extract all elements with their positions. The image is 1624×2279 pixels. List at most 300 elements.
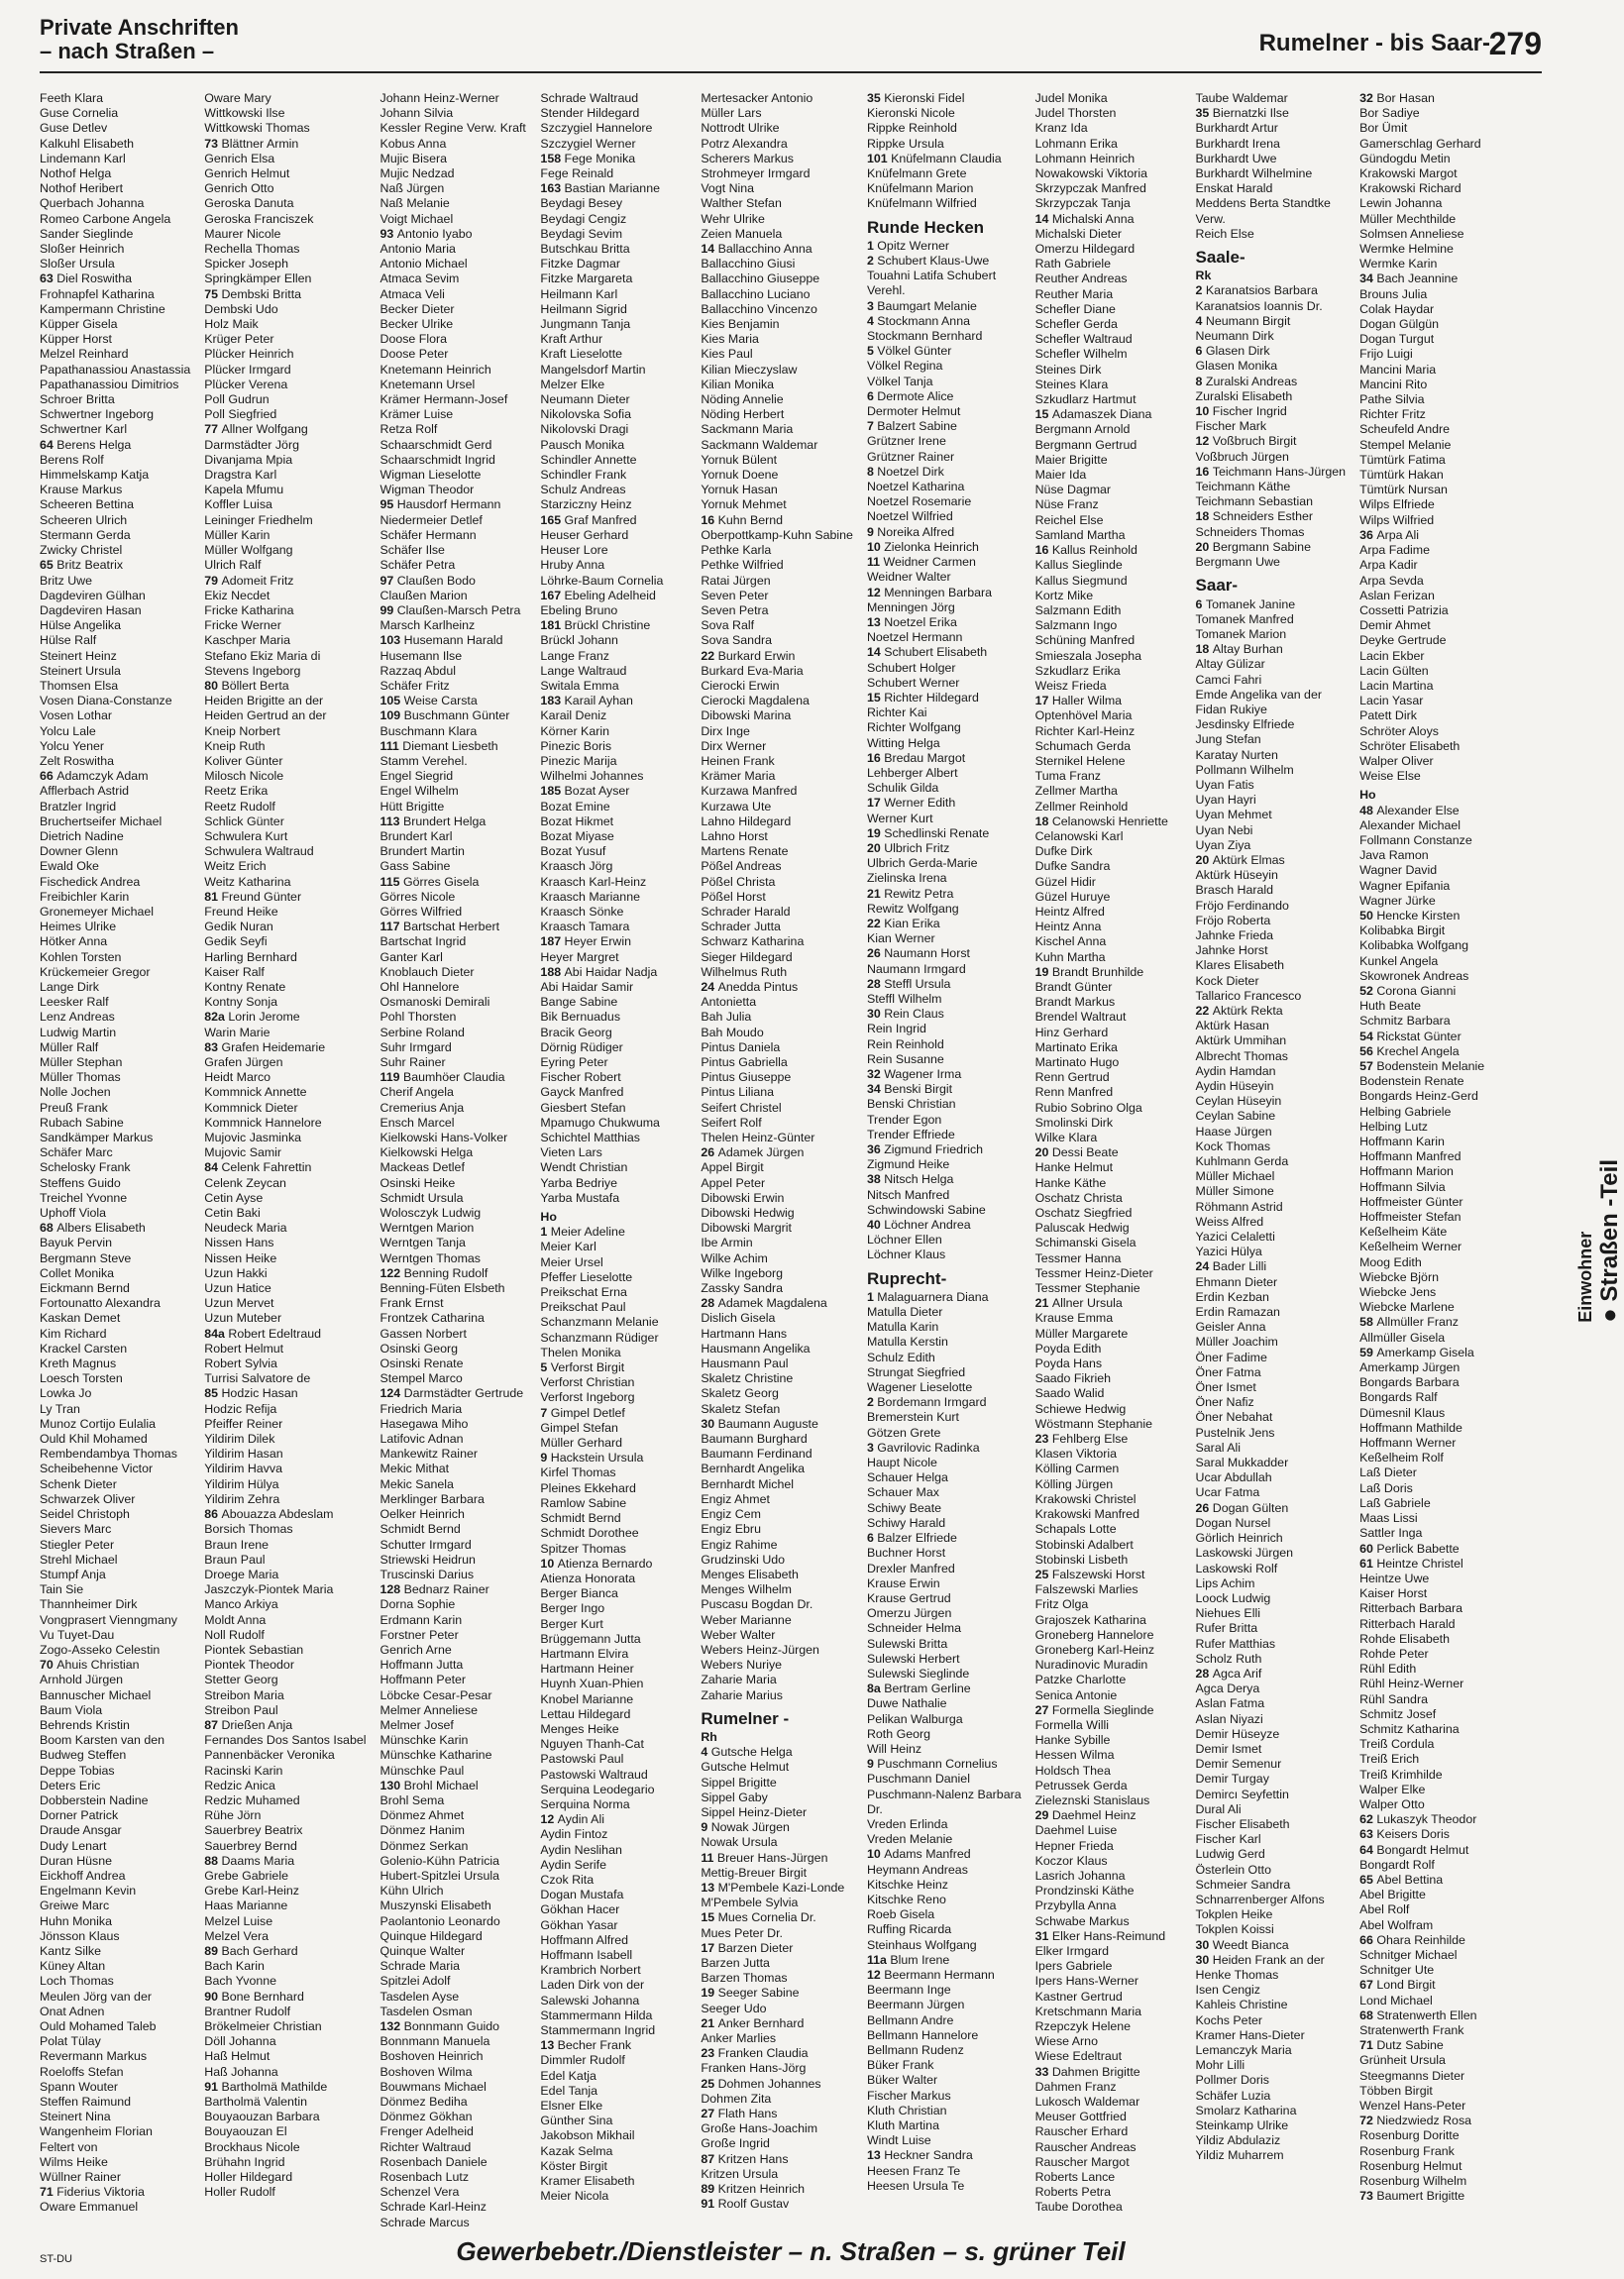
- resident-name: Engel Wilhelm: [379, 784, 459, 799]
- resident-entry: [540, 1662, 687, 1677]
- resident-name: Reetz Rudolf: [204, 799, 275, 814]
- resident-entry: [380, 934, 527, 949]
- resident-name: Dahmen Brigitte: [1051, 2064, 1140, 2079]
- resident-entry: [1035, 1311, 1182, 1326]
- resident-entry: [380, 1296, 527, 1311]
- resident-name: Hubert-Spitzlei Ursula: [379, 1868, 500, 1883]
- resident-entry: [867, 796, 1022, 811]
- house-number: 30: [866, 1007, 885, 1022]
- resident-name: Uzun Hatice: [204, 1281, 271, 1296]
- resident-entry: [1359, 121, 1506, 136]
- resident-name: Nüse Franz: [1034, 497, 1099, 512]
- resident-entry: [1035, 1040, 1182, 1055]
- resident-entry: [1035, 2065, 1182, 2080]
- resident-entry: [1035, 754, 1182, 769]
- resident-entry: [380, 1176, 527, 1191]
- resident-entry: [867, 1218, 1022, 1233]
- resident-name: Butschkau Britta: [540, 242, 630, 257]
- resident-entry: [380, 1793, 527, 1808]
- resident-entry: [540, 2159, 687, 2174]
- street-heading: Runde Hecken: [866, 217, 985, 237]
- resident-name: Wiebcke Jens: [1359, 1285, 1437, 1300]
- resident-entry: [380, 378, 527, 392]
- resident-entry: [380, 1432, 527, 1447]
- resident-entry: [204, 618, 366, 633]
- resident-name: Burkhardt Uwe: [1195, 151, 1277, 165]
- resident-entry: [40, 1613, 190, 1628]
- resident-entry: [867, 1456, 1022, 1470]
- resident-name: Anker Marlies: [701, 2031, 777, 2045]
- resident-entry: [1035, 1206, 1182, 1221]
- resident-name: Sievers Marc: [40, 1522, 112, 1537]
- directory-column: [867, 91, 1022, 2231]
- resident-entry: [40, 2170, 190, 2185]
- resident-entry: [40, 1899, 190, 1913]
- resident-entry: [204, 302, 366, 317]
- resident-entry: [1035, 708, 1182, 723]
- resident-name: Deyke Gertrude: [1359, 633, 1447, 648]
- resident-name: Brandt Günter: [1034, 979, 1113, 994]
- resident-name: Schneiders Thomas: [1195, 524, 1305, 539]
- resident-entry: [40, 212, 190, 227]
- resident-name: Bertram Gerline: [884, 1682, 971, 1696]
- header-left: [40, 16, 239, 63]
- resident-entry: [1359, 106, 1506, 121]
- resident-entry: [204, 106, 366, 121]
- resident-name: Serquina Leodegario: [540, 1782, 655, 1796]
- resident-entry: [40, 1990, 190, 2005]
- house-number: 29: [1034, 1808, 1052, 1823]
- resident-name: Moldt Anna: [204, 1612, 267, 1627]
- resident-name: Kretschmann Maria: [1034, 2004, 1142, 2018]
- resident-name: Mekic Mithat: [379, 1462, 450, 1476]
- resident-name: Fröjo Ferdinando: [1195, 898, 1289, 913]
- house-number: 64: [1359, 1842, 1377, 1857]
- resident-name: Noreika Alfred: [877, 524, 955, 539]
- resident-entry: [40, 257, 190, 271]
- resident-entry: [1196, 1953, 1347, 1968]
- resident-entry: [40, 1085, 190, 1100]
- resident-name: Falszewski Horst: [1051, 1567, 1145, 1581]
- resident-name: Freund Günter: [221, 889, 302, 904]
- house-number: 58: [1359, 1315, 1377, 1330]
- resident-entry: [867, 480, 1022, 494]
- resident-name: Ritterbach Barbara: [1359, 1601, 1463, 1616]
- resident-name: Kurzawa Ute: [701, 799, 772, 814]
- resident-entry: [1035, 1733, 1182, 1748]
- resident-name: Zielonka Heinrich: [884, 539, 979, 554]
- resident-name: Hodzic Hasan: [221, 1386, 298, 1401]
- resident-name: Seifert Rolf: [701, 1115, 762, 1130]
- resident-name: Ceylan Hüseyin: [1195, 1094, 1282, 1109]
- resident-name: Darmstädter Gertrude: [403, 1386, 524, 1401]
- resident-entry: [1196, 1154, 1347, 1169]
- house-number: 117: [379, 920, 403, 934]
- resident-entry: [701, 890, 853, 905]
- resident-entry: [380, 859, 527, 874]
- resident-entry: [204, 664, 366, 679]
- resident-entry: [540, 1055, 687, 1070]
- resident-name: Schmidt Ursula: [379, 1190, 464, 1205]
- resident-name: Schröter Aloys: [1359, 723, 1439, 738]
- resident-name: Baumann Burghard: [701, 1432, 808, 1447]
- resident-name: Maas Lissi: [1359, 1511, 1418, 1526]
- resident-name: Webers Nuriye: [701, 1658, 783, 1673]
- resident-entry: [1035, 453, 1182, 468]
- resident-name: Ganter Karl: [379, 949, 443, 964]
- resident-entry: [867, 871, 1022, 886]
- resident-name: Omerzu Hildegard: [1034, 242, 1136, 257]
- resident-name: Petrussek Gerda: [1034, 1778, 1128, 1792]
- resident-entry: [1196, 1712, 1347, 1727]
- resident-name: Heuser Gerhard: [540, 527, 629, 542]
- resident-entry: [380, 166, 527, 181]
- resident-entry: [204, 1311, 366, 1326]
- resident-entry: [867, 494, 1022, 509]
- resident-name: Laß Gabriele: [1359, 1495, 1431, 1510]
- resident-name: Sandkämper Markus: [40, 1131, 154, 1145]
- resident-entry: [40, 1221, 190, 1236]
- resident-name: Onat Adnen: [40, 2004, 105, 2018]
- resident-name: Sulewski Britta: [866, 1636, 948, 1651]
- resident-name: Taube Dorothea: [1034, 2200, 1123, 2215]
- resident-name: Naumann Irmgard: [866, 961, 966, 976]
- resident-entry: [540, 890, 687, 905]
- resident-entry: [40, 1688, 190, 1703]
- resident-entry: [380, 2140, 527, 2155]
- resident-name: Schindler Frank: [540, 468, 627, 483]
- resident-entry: [540, 196, 687, 211]
- resident-name: Antonio Michael: [379, 257, 468, 271]
- house-number: 10: [540, 1556, 558, 1571]
- resident-name: Hessen Wilma: [1034, 1748, 1115, 1763]
- resident-name: Schanzmann Rüdiger: [540, 1330, 659, 1345]
- resident-entry: [701, 317, 853, 332]
- resident-name: Ekiz Necdet: [204, 588, 271, 602]
- house-number: 32: [866, 1067, 885, 1081]
- resident-name: Kirfel Thomas: [540, 1465, 616, 1480]
- resident-entry: [867, 1998, 1022, 2012]
- resident-entry: [1035, 1673, 1182, 1687]
- resident-name: Bruchertseifer Michael: [40, 814, 162, 828]
- resident-name: Schwindowski Sabine: [866, 1202, 986, 1217]
- resident-name: Menges Heike: [540, 1721, 619, 1736]
- resident-entry: [867, 91, 1022, 106]
- resident-entry: [40, 603, 190, 618]
- resident-entry: [1196, 1938, 1347, 1953]
- resident-name: Henke Thomas: [1195, 1967, 1279, 1982]
- resident-entry: [540, 1526, 687, 1541]
- resident-entry: [1359, 1948, 1506, 1963]
- resident-name: Stender Hildegard: [540, 106, 640, 121]
- resident-name: Kluth Christian: [866, 2103, 947, 2117]
- resident-entry: [540, 121, 687, 136]
- resident-name: Wangenheim Florian: [40, 2124, 153, 2139]
- resident-name: Dönmez Hanim: [379, 1823, 465, 1838]
- resident-name: Aydin Neslihan: [540, 1842, 622, 1857]
- resident-entry: [1359, 1240, 1506, 1254]
- resident-name: Nowak Ursula: [701, 1835, 778, 1850]
- resident-entry: [1035, 890, 1182, 905]
- resident-name: Münschke Katharine: [379, 1748, 492, 1763]
- resident-name: Colak Haydar: [1359, 301, 1435, 316]
- resident-name: Freibichler Karin: [40, 889, 130, 904]
- resident-name: Agca Arif: [1212, 1666, 1262, 1681]
- resident-entry: [380, 212, 527, 227]
- resident-entry: [204, 1522, 366, 1537]
- resident-entry: [540, 1617, 687, 1632]
- resident-name: Roeb Gisela: [866, 1907, 935, 1922]
- resident-entry: [40, 1568, 190, 1582]
- resident-entry: [40, 1823, 190, 1838]
- resident-entry: [1196, 389, 1347, 404]
- resident-name: Lehberger Albert: [866, 765, 958, 780]
- house-number: 65: [40, 558, 57, 573]
- house-number: 3: [866, 298, 878, 313]
- resident-entry: [40, 1296, 190, 1311]
- resident-entry: [701, 1568, 853, 1582]
- resident-name: Steinhaus Wolfgang: [866, 1937, 977, 1952]
- resident-entry: [540, 483, 687, 497]
- resident-entry: [1359, 2099, 1506, 2114]
- resident-entry: [540, 800, 687, 814]
- resident-entry: [867, 283, 1022, 298]
- resident-entry: [540, 302, 687, 317]
- house-number: 185: [540, 784, 565, 799]
- resident-name: Rewitz Petra: [884, 886, 954, 901]
- resident-name: Ucar Fatma: [1195, 1485, 1260, 1500]
- resident-name: Ebeling Adelheid: [564, 588, 656, 602]
- resident-entry: [867, 344, 1022, 359]
- resident-entry: [1196, 1395, 1347, 1410]
- resident-entry: [540, 769, 687, 784]
- resident-name: Pintus Daniela: [701, 1039, 781, 1054]
- resident-entry: [1196, 450, 1347, 465]
- resident-name: Oware Mary: [204, 91, 271, 105]
- resident-name: Ulbrich Gerda-Marie: [866, 856, 978, 871]
- resident-entry: [1359, 513, 1506, 528]
- resident-name: Kreth Magnus: [40, 1357, 117, 1371]
- resident-entry: [701, 1447, 853, 1462]
- resident-entry: [1359, 2114, 1506, 2128]
- resident-entry: [1359, 633, 1506, 648]
- resident-entry: [701, 1688, 853, 1703]
- resident-name: Appel Birgit: [701, 1160, 764, 1175]
- resident-entry: [1196, 1757, 1347, 1772]
- resident-name: Allmüller Gisela: [1359, 1330, 1446, 1345]
- street-heading: Rumelner -: [701, 1708, 790, 1728]
- resident-name: Jahnke Horst: [1195, 943, 1268, 958]
- resident-name: Bergmann Steve: [40, 1250, 132, 1265]
- resident-entry: [1196, 1426, 1347, 1441]
- resident-entry: [867, 1696, 1022, 1711]
- resident-name: Strehl Michael: [40, 1552, 118, 1567]
- resident-name: Pößel Christa: [701, 874, 776, 889]
- resident-entry: [380, 1342, 527, 1357]
- resident-entry: [1196, 1727, 1347, 1742]
- resident-name: Götzen Grete: [866, 1425, 941, 1440]
- directory-column: [1359, 91, 1506, 2231]
- resident-entry: [540, 1176, 687, 1191]
- resident-name: Lowka Jo: [40, 1386, 92, 1401]
- resident-entry: [1196, 793, 1347, 808]
- resident-name: Ludwig Martin: [40, 1025, 117, 1039]
- resident-entry: [540, 1978, 687, 1993]
- resident-name: Krause Markus: [40, 483, 123, 497]
- resident-name: Lips Achim: [1195, 1575, 1255, 1590]
- resident-name: Pelikan Walburga: [866, 1711, 963, 1726]
- resident-entry: [380, 302, 527, 317]
- resident-name: Rosenburg Helmut: [1359, 2158, 1462, 2173]
- resident-name: Duran Hüsne: [40, 1853, 113, 1868]
- resident-entry: [1359, 754, 1506, 769]
- resident-entry: [1196, 1817, 1347, 1832]
- resident-entry: [1035, 2110, 1182, 2124]
- resident-name: Pausch Monika: [540, 437, 625, 452]
- resident-name: Mertesacker Antonio: [701, 91, 813, 105]
- resident-name: Sova Sandra: [701, 633, 772, 648]
- resident-entry: [1196, 1019, 1347, 1033]
- house-number: 16: [1195, 464, 1213, 479]
- resident-name: Reich Else: [1195, 226, 1254, 241]
- resident-entry: [1035, 407, 1182, 422]
- page-number: 279: [1488, 26, 1542, 61]
- resident-name: Gutsche Helmut: [701, 1760, 790, 1775]
- resident-entry: [701, 1327, 853, 1342]
- footer-code: ST-DU: [40, 2253, 72, 2265]
- resident-entry: [204, 513, 366, 528]
- resident-name: Bongards Barbara: [1359, 1375, 1460, 1390]
- resident-name: Dragstra Karl: [204, 468, 277, 483]
- resident-name: Sova Ralf: [701, 618, 755, 633]
- resident-entry: [867, 269, 1022, 283]
- resident-name: Seven Petra: [701, 602, 769, 617]
- resident-name: Tessmer Heinz-Dieter: [1034, 1265, 1153, 1280]
- resident-entry: [540, 1285, 687, 1300]
- resident-entry: [1196, 1922, 1347, 1937]
- resident-entry: [1196, 1109, 1347, 1124]
- resident-name: Fröjo Roberta: [1195, 913, 1271, 927]
- resident-name: Michalski Anna: [1051, 211, 1135, 226]
- house-number: 12: [866, 585, 885, 599]
- resident-name: Rühe Jörn: [204, 1808, 262, 1823]
- resident-name: Pastowski Waltraud: [540, 1767, 648, 1782]
- resident-name: Pintus Gabriella: [701, 1055, 788, 1069]
- resident-name: Fernandes Dos Santos Isabel: [204, 1733, 367, 1748]
- resident-entry: [380, 483, 527, 497]
- house-number: 54: [1359, 1029, 1377, 1043]
- house-number: 158: [540, 151, 565, 165]
- resident-name: Weitz Katharina: [204, 874, 291, 889]
- resident-entry: [40, 1281, 190, 1296]
- resident-name: Mekic Sanela: [379, 1476, 454, 1491]
- resident-entry: [1196, 1033, 1347, 1048]
- resident-name: Berger Bianca: [540, 1586, 618, 1601]
- house-number: 16: [701, 512, 718, 527]
- resident-name: Hepner Frieda: [1034, 1838, 1114, 1853]
- resident-entry: [701, 271, 853, 286]
- resident-name: Schnarrenberger Alfons: [1195, 1892, 1325, 1906]
- resident-entry: [380, 708, 527, 723]
- resident-entry: [1196, 1696, 1347, 1711]
- resident-name: Bellmann Andre: [866, 2012, 954, 2027]
- resident-entry: [701, 1926, 853, 1941]
- resident-name: Abel Brigitte: [1359, 1888, 1426, 1902]
- resident-entry: [1035, 875, 1182, 890]
- resident-entry: [40, 1206, 190, 1221]
- resident-name: Szkudlarz Erika: [1034, 663, 1121, 678]
- resident-name: Dirx Inge: [701, 723, 750, 738]
- resident-name: Aslan Ferizan: [1359, 588, 1435, 602]
- resident-name: Bongardt Rolf: [1359, 1857, 1435, 1872]
- resident-entry: [867, 630, 1022, 645]
- resident-name: Leininger Friedhelm: [204, 512, 313, 527]
- resident-entry: [540, 1101, 687, 1116]
- resident-name: Kallus Reinhold: [1051, 543, 1137, 558]
- resident-entry: [1035, 1357, 1182, 1371]
- resident-entry: [380, 905, 527, 920]
- resident-entry: [204, 724, 366, 739]
- resident-entry: [204, 1251, 366, 1266]
- resident-name: Schiwy Beate: [866, 1500, 942, 1515]
- resident-entry: [204, 694, 366, 708]
- resident-entry: [540, 1902, 687, 1917]
- resident-name: Stammermann Ingrid: [540, 2023, 656, 2037]
- resident-entry: [1035, 212, 1182, 227]
- resident-name: Kaiser Ralf: [204, 964, 265, 979]
- resident-name: Eickmann Bernd: [40, 1281, 130, 1296]
- resident-name: Knüfelmann Claudia: [891, 151, 1002, 165]
- resident-entry: [540, 1451, 687, 1465]
- resident-name: Zassky Sandra: [701, 1281, 783, 1296]
- house-number: 26: [1195, 1500, 1213, 1515]
- resident-entry: [1196, 494, 1347, 509]
- resident-entry: [540, 1511, 687, 1526]
- resident-entry: [701, 1206, 853, 1221]
- resident-name: Bik Bernuadus: [540, 1010, 621, 1025]
- resident-entry: [1359, 1707, 1506, 1722]
- resident-entry: [40, 950, 190, 965]
- resident-entry: [1035, 2170, 1182, 2185]
- resident-entry: [380, 1854, 527, 1869]
- house-number: 97: [379, 573, 397, 588]
- resident-name: Benski Birgit: [884, 1082, 953, 1097]
- resident-name: Balzert Sabine: [877, 419, 957, 434]
- resident-entry: [867, 1606, 1022, 1621]
- resident-name: Ohl Hannelore: [379, 979, 460, 994]
- resident-name: Többen Birgit: [1359, 2083, 1433, 2098]
- resident-entry: [380, 1266, 527, 1281]
- resident-entry: [40, 1538, 190, 1553]
- resident-entry: [1196, 1410, 1347, 1425]
- resident-entry: [867, 1893, 1022, 1907]
- resident-name: Michalski Dieter: [1034, 226, 1123, 241]
- resident-name: Bellmann Hannelore: [866, 2027, 979, 2042]
- resident-entry: [40, 995, 190, 1010]
- resident-entry: [1359, 212, 1506, 227]
- resident-entry: [1196, 283, 1347, 298]
- resident-entry: [1196, 1878, 1347, 1893]
- resident-name: Zogo-Asseko Celestin: [40, 1642, 161, 1657]
- directory-columns: [40, 91, 1506, 2231]
- resident-entry: [540, 1873, 687, 1888]
- resident-name: Treichel Yvonne: [40, 1190, 128, 1205]
- house-number: 30: [1195, 1937, 1213, 1952]
- resident-name: Oelker Heinrich: [379, 1507, 465, 1522]
- resident-entry: [40, 754, 190, 769]
- resident-entry: [1035, 287, 1182, 302]
- resident-entry: [40, 618, 190, 633]
